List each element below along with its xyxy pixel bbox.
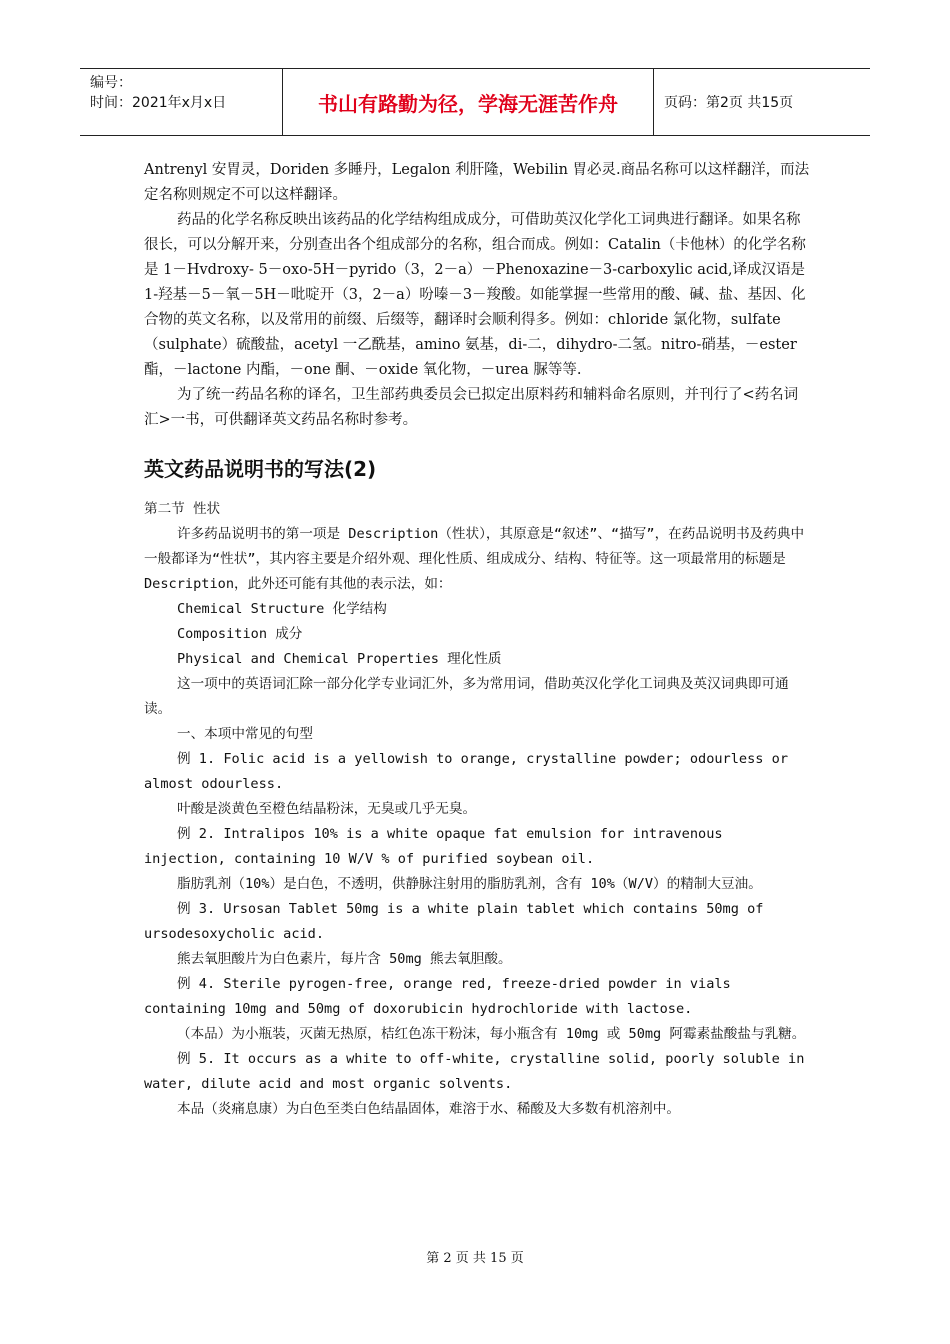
header-page-number: 页码：第2页 共15页 xyxy=(664,95,794,111)
page-header xyxy=(80,68,870,136)
example-chinese: 本品（炎痛息康）为白色至类白色结晶固体，难溶于水、稀酸及大多数有机溶剂中。 xyxy=(177,1101,680,1117)
vocabulary-note: 这一项中的英语词汇除一部分化学专业词汇外，多为常用词，借助英汉化学化工词典及英汉词典即可通读。 xyxy=(144,676,789,717)
example-english: 例 5. It occurs as a white to off-white, crystalline solid, poorly soluble in water, dilute acid and most organic solvents. xyxy=(144,1051,805,1092)
example-english: 例 3. Ursosan Tablet 50mg is a white plain tablet which contains 50mg of ursodesoxycholic acid. xyxy=(144,901,764,942)
term-item: Physical and Chemical Properties 理化性质 xyxy=(177,651,502,667)
example-chinese: （本品）为小瓶装，灭菌无热原，桔红色冻干粉沫，每小瓶含有 10mg 或 50mg 阿霉素盐酸盐与乳糖。 xyxy=(177,1026,806,1042)
example-english: 例 4. Sterile pyrogen-free, orange red, freeze-dried powder in vials containing 10mg and 50mg of doxorubicin hydrochloride with lactose. xyxy=(144,976,731,1017)
sentence-pattern-heading: 一、本项中常见的句型 xyxy=(177,726,313,742)
section-heading: 英文药品说明书的写法(2) xyxy=(144,457,377,481)
term-item: Chemical Structure 化学结构 xyxy=(177,601,387,617)
term-item: Composition 成分 xyxy=(177,626,303,642)
example-english: 例 2. Intralipos 10% is a white opaque fat emulsion for intravenous injection, containing 10 W/V % of purified soybean oil. xyxy=(144,826,723,867)
paragraph-unified-names: 为了统一药品名称的译名，卫生部药典委员会已拟定出原料药和辅料命名原则，并刊行了<药名词汇>一书，可供翻译英文药品名称时参考。 xyxy=(144,387,799,428)
section-intro: 许多药品说明书的第一项是 Description（性状），其原意是“叙述”、“描写”，在药品说明书及药典中一般都译为“性状”，其内容主要是介绍外观、理化性质、组成成分、结构、特征等。这一项最常用的标题是 Description，此外还可能有其他的表示法，如： xyxy=(144,526,805,592)
example-english: 例 1. Folic acid is a yellowish to orange, crystalline powder; odourless or almost odourless. xyxy=(144,751,789,792)
example-chinese: 叶酸是淡黄色至橙色结晶粉沫，无臭或几乎无臭。 xyxy=(177,801,477,817)
header-motto: 书山有路勤为径，学海无涯苦作舟 xyxy=(282,69,654,135)
page-footer: 第 2 页 共 15 页 xyxy=(426,1251,524,1266)
paragraph-chemical-names: 药品的化学名称反映出该药品的化学结构组成成分，可借助英汉化学化工词典进行翻译。如果名称很长，可以分解开来，分别查出各个组成部分的名称，组合而成。例如：Catalin（卡他林）的化学名称是 1－Hvdroxy- 5－oxo-5H－pyrido（3，2－a）－Phenoxazine－3-carboxylic acid,译成汉语是 1-羟基－5－氧－5H－吡啶开（3，2－a）吩嗪－3－羧酸。如能掌握一些常用的酸、碱、盐、基因、化合物的英文名称，以及常用的前缀、后缀等，翻译时会顺利得多。例如：chloride 氯化物，sulfate（sulphate）硫酸盐，acetyl 一乙酰基，amino 氨基，di-二，dihydro-二氢。nitro-硝基，－ester 酯，－lactone 内酯，－one 酮、－oxide 氧化物，－urea 脲等等. xyxy=(144,212,806,378)
header-code-label: 编号： xyxy=(90,75,132,91)
section-subtitle: 第二节 性状 xyxy=(144,501,221,517)
header-meta xyxy=(80,69,282,135)
header-date: 时间：2021年x月x日 xyxy=(90,95,227,111)
document-body xyxy=(144,158,810,1122)
example-chinese: 熊去氧胆酸片为白色素片，每片含 50mg 熊去氧胆酸。 xyxy=(177,951,512,967)
example-chinese: 脂肪乳剂（10%）是白色，不透明，供静脉注射用的脂肪乳剂，含有 10%（W/V）的精制大豆油。 xyxy=(177,876,762,892)
paragraph-brand-names: Antrenyl 安胃灵，Doriden 多睡丹，Legalon 利肝隆，Webilin 胃必灵.商品名称可以这样翻洋，而法定名称则规定不可以这样翻译。 xyxy=(144,162,810,203)
